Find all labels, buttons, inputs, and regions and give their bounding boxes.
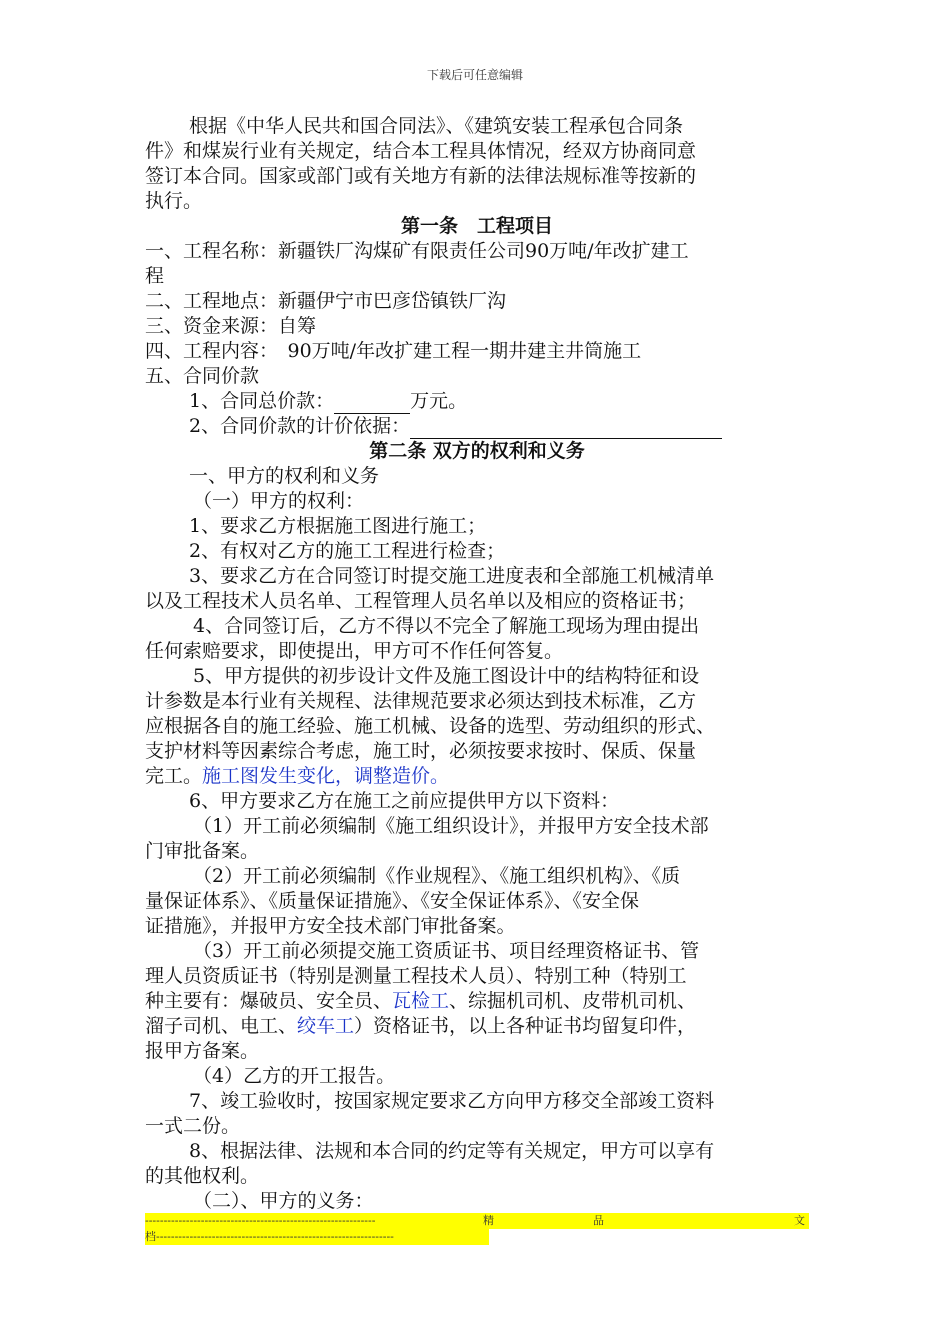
sub-item-cont: 报甲方备案。 <box>145 1040 260 1062</box>
right-item-cont: 计参数是本行业有关规程、法律规范要求必须达到技术标准，乙方 <box>145 690 697 712</box>
sub-item-cont <box>145 1014 809 1039</box>
highlighted-text: 施工图发生变化，调整造价。 <box>202 765 450 787</box>
intro-line: 执行。 <box>145 190 203 212</box>
price-total-line <box>145 389 809 414</box>
article-1-heading: 第一条 工程项目 <box>400 215 553 237</box>
price-basis-line <box>145 414 809 439</box>
right-item-cont <box>145 764 809 789</box>
footer-dashes: -------------------------------------------------------------- <box>145 1214 376 1227</box>
footer-line-2: 档---------------------------------------------------------------- <box>145 1229 489 1245</box>
right-item-cont: 支护材料等因素综合考虑，施工时，必须按要求按时、保质、保量 <box>145 740 697 762</box>
text-span: 溜子司机、电工、 <box>145 1015 298 1037</box>
sub-item: （3）开工前必须提交施工资质证书、项目经理资格证书、管 <box>193 940 700 962</box>
right-item: 2、有权对乙方的施工工程进行检查； <box>189 540 506 562</box>
item-funding: 三、资金来源：自筹 <box>145 315 317 337</box>
right-item-cont: 的其他权利。 <box>145 1165 260 1187</box>
right-item: 1、要求乙方根据施工图进行施工； <box>189 515 487 537</box>
item-project-name-cont: 程 <box>145 265 165 287</box>
intro-line: 根据《中华人民共和国合同法》、《建筑安装工程承包合同条 <box>189 115 684 137</box>
subsection-heading: （一）甲方的权利： <box>193 490 365 512</box>
right-item: 6、甲方要求乙方在施工之前应提供甲方以下资料： <box>189 790 620 812</box>
item-price: 五、合同价款 <box>145 365 260 387</box>
right-item: 8、根据法律、法规和本合同的约定等有关规定，甲方可以享有 <box>189 1140 715 1162</box>
right-item-cont: 应根据各自的施工经验、施工机械、设备的选型、劳动组织的形式、 <box>145 715 716 737</box>
highlighted-text: 瓦检工 <box>392 990 450 1012</box>
text-span: 、综掘机司机、皮带机司机、 <box>449 990 697 1012</box>
page-header: 下载后可任意编辑 <box>426 68 523 82</box>
text-span: ）资格证书，以上各种证书均留复印件， <box>354 1015 697 1037</box>
item-location: 二、工程地点：新疆伊宁市巴彦岱镇铁厂沟 <box>145 290 507 312</box>
right-item: 5、甲方提供的初步设计文件及施工图设计中的结构特征和设 <box>193 665 700 687</box>
price-total-unit: 万元。 <box>410 390 468 412</box>
highlighted-text: 绞车工 <box>297 1015 355 1037</box>
footer-char: 文 <box>794 1214 805 1227</box>
footer-char: 品 <box>593 1214 604 1227</box>
sub-item: （4）乙方的开工报告。 <box>193 1065 396 1087</box>
right-item-cont: 任何索赔要求，即使提出，甲方可不作任何答复。 <box>145 640 564 662</box>
sub-item: （1）开工前必须编制《施工组织设计》，并报甲方安全技术部 <box>193 815 709 837</box>
item-project-name: 一、工程名称：新疆铁厂沟煤矿有限责任公司90万吨/年改扩建工 <box>145 240 689 262</box>
article-2-heading: 第二条 双方的权利和义务 <box>369 440 585 462</box>
sub-item-cont <box>145 989 809 1014</box>
sub-item-cont: 量保证体系》、《质量保证措施》、《安全保证体系》、《安全保 <box>145 890 640 912</box>
price-basis-blank <box>410 419 722 439</box>
right-item: 3、要求乙方在合同签订时提交施工进度表和全部施工机械清单 <box>189 565 715 587</box>
right-item: 4、合同签订后，乙方不得以不完全了解施工现场为理由提出 <box>193 615 700 637</box>
text-span: 种主要有：爆破员、安全员、 <box>145 990 393 1012</box>
completion-text: 完工。 <box>145 765 203 787</box>
right-item-cont: 一式二份。 <box>145 1115 241 1137</box>
sub-item-cont: 证措施》，并报甲方安全技术部门审批备案。 <box>145 915 516 937</box>
intro-line: 签订本合同。国家或部门或有关地方有新的法律法规标准等按新的 <box>145 165 697 187</box>
right-item-cont: 以及工程技术人员名单、工程管理人员名单以及相应的资格证书； <box>145 590 697 612</box>
subsection-heading: （二）、甲方的义务： <box>193 1190 374 1212</box>
sub-item: （2）开工前必须编制《作业规程》、《施工组织机构》、《质 <box>193 865 681 887</box>
right-item: 7、竣工验收时，按国家规定要求乙方向甲方移交全部竣工资料 <box>189 1090 715 1112</box>
sub-item-cont: 门审批备案。 <box>145 840 260 862</box>
section-heading: 一、甲方的权利和义务 <box>189 465 380 487</box>
price-total-label: 1、合同总价款： <box>189 390 335 412</box>
intro-line: 件》和煤炭行业有关规定，结合本工程具体情况，经双方协商同意 <box>145 140 697 162</box>
document-body <box>145 114 809 1214</box>
footer-line-1 <box>145 1213 809 1229</box>
item-content: 四、工程内容： 90万吨/年改扩建工程一期井建主井筒施工 <box>145 340 642 362</box>
price-total-blank <box>334 394 410 414</box>
footer-char: 精 <box>483 1214 494 1227</box>
price-basis-label: 2、合同价款的计价依据： <box>189 415 411 437</box>
footer-banner <box>145 1213 809 1245</box>
sub-item-cont: 理人员资质证书（特别是测量工程技术人员）、特别工种（特别工 <box>145 965 687 987</box>
